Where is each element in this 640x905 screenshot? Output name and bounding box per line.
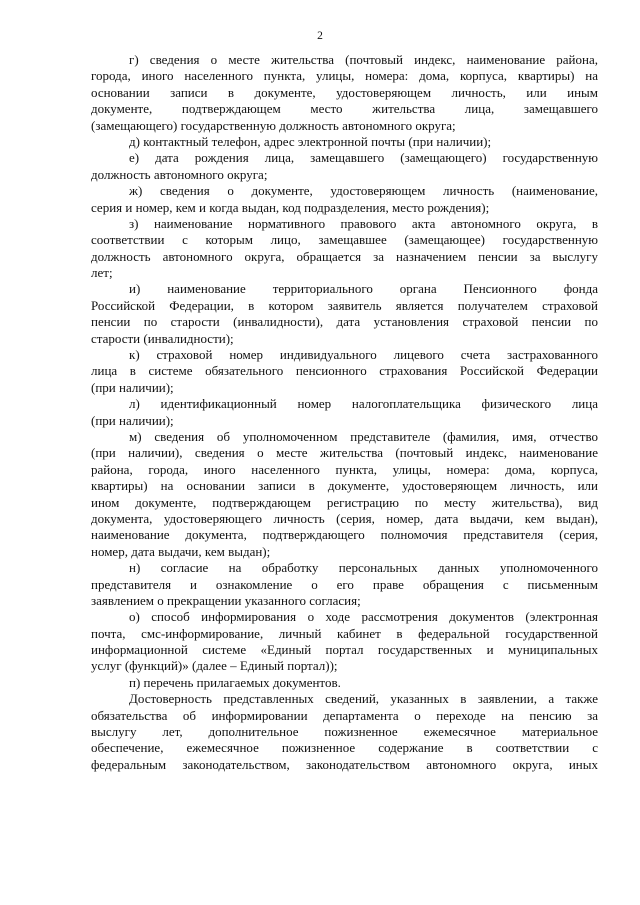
text-line: лица в системе обязательного пенсионного страхования Российской Федерации bbox=[91, 363, 598, 379]
text-line: старости (инвалидности); bbox=[91, 330, 234, 346]
paragraph bbox=[91, 691, 598, 773]
paragraph bbox=[91, 396, 598, 429]
text-line: н) согласие на обработку персональных данных уполномоченного bbox=[129, 560, 598, 576]
text-line: федеральным законодательством, законодательством автономного округа, иных bbox=[91, 756, 598, 772]
document-body bbox=[91, 52, 598, 773]
text-line: ином документе, подтверждающем регистрацию по месту жительства), вид bbox=[91, 494, 598, 510]
text-line: должность автономного округа, обращается за назначением пенсии за выслугу bbox=[91, 248, 598, 264]
text-line: района, города, иного населенного пункта, улицы, номера: дома, корпуса, bbox=[91, 461, 598, 477]
text-line: основании записи в документе, удостоверяющем личность, или иным bbox=[91, 84, 598, 100]
paragraph bbox=[91, 216, 598, 282]
text-line: представителя и ознакомление о его праве обращения с письменным bbox=[91, 576, 598, 592]
paragraph bbox=[91, 134, 598, 150]
text-line: услуг (функций)» (далее – Единый портал)); bbox=[91, 658, 338, 674]
text-line: Достоверность представленных сведений, указанных в заявлении, а также bbox=[129, 691, 598, 707]
text-line: о) способ информирования о ходе рассмотрения документов (электронная bbox=[129, 609, 598, 625]
paragraph bbox=[91, 150, 598, 183]
text-line: пенсии по старости (инвалидности), дата установления страховой пенсии по bbox=[91, 314, 598, 330]
text-line: к) страховой номер индивидуального лицевого счета застрахованного bbox=[129, 347, 598, 363]
text-line: ж) сведения о документе, удостоверяющем личность (наименование, bbox=[129, 183, 598, 199]
paragraph bbox=[91, 52, 598, 134]
text-line: п) перечень прилагаемых документов. bbox=[129, 674, 341, 690]
text-line: л) идентификационный номер налогоплательщика физического лица bbox=[129, 396, 598, 412]
page-number: 2 bbox=[317, 30, 323, 42]
paragraph bbox=[91, 609, 598, 675]
text-line: м) сведения об уполномоченном представителе (фамилия, имя, отчество bbox=[129, 428, 598, 444]
paragraph bbox=[91, 281, 598, 347]
text-line: лет; bbox=[91, 265, 113, 281]
text-line: документа, удостоверяющего личность (серия, номер, дата выдачи, кем выдан), bbox=[91, 510, 598, 526]
text-line: г) сведения о месте жительства (почтовый индекс, наименование района, bbox=[129, 52, 598, 67]
text-line: информационной системе «Единый портал государственных и муниципальных bbox=[91, 642, 598, 658]
text-line: обеспечение, ежемесячное пожизненное содержание в соответствии с bbox=[91, 740, 598, 756]
paragraph bbox=[91, 183, 598, 216]
paragraph bbox=[91, 347, 598, 396]
text-line: заявлением о прекращении указанного согласия; bbox=[91, 592, 361, 608]
text-line: должность автономного округа; bbox=[91, 166, 268, 182]
text-line: (замещающего) государственную должность автономного округа; bbox=[91, 117, 456, 133]
text-line: (при наличии); bbox=[91, 379, 174, 395]
text-line: е) дата рождения лица, замещавшего (замещающего) государственную bbox=[129, 150, 598, 166]
text-line: серия и номер, кем и когда выдан, код подразделения, место рождения); bbox=[91, 199, 490, 215]
text-line: соответствии с которым лицо, замещавшее (замещающее) государственную bbox=[91, 232, 598, 248]
text-line: обязательства об информировании департамента о переходе на пенсию за bbox=[91, 707, 598, 723]
text-line: з) наименование нормативного правового акта автономного округа, в bbox=[129, 215, 598, 231]
text-line: (при наличии); bbox=[91, 412, 174, 428]
text-line: наименование документа, подтверждающего полномочия представителя (серия, bbox=[91, 527, 598, 543]
text-line: Российской Федерации, в котором заявитель является получателем страховой bbox=[91, 297, 598, 313]
text-line: документе, подтверждающем место жительства лица, замещавшего bbox=[91, 101, 598, 117]
text-line: города, иного населенного пункта, улицы, номера: дома, корпуса, квартиры) на bbox=[91, 68, 598, 84]
paragraph bbox=[91, 429, 598, 560]
text-line: почта, смс-информирование, личный кабинет в федеральной государственной bbox=[91, 625, 598, 641]
text-line: выслугу лет, дополнительное пожизненное ежемесячное материальное bbox=[91, 724, 598, 740]
text-line: (при наличии), сведения о месте жительства (почтовый индекс, наименование bbox=[91, 445, 598, 461]
text-line: квартиры) на основании записи в документе, удостоверяющем личность, или bbox=[91, 478, 598, 494]
paragraph bbox=[91, 675, 598, 691]
text-line: д) контактный телефон, адрес электронной почты (при наличии); bbox=[129, 133, 492, 149]
paragraph bbox=[91, 560, 598, 609]
text-line: номер, дата выдачи, кем выдан); bbox=[91, 543, 271, 559]
text-line: и) наименование территориального органа Пенсионного фонда bbox=[129, 281, 598, 297]
